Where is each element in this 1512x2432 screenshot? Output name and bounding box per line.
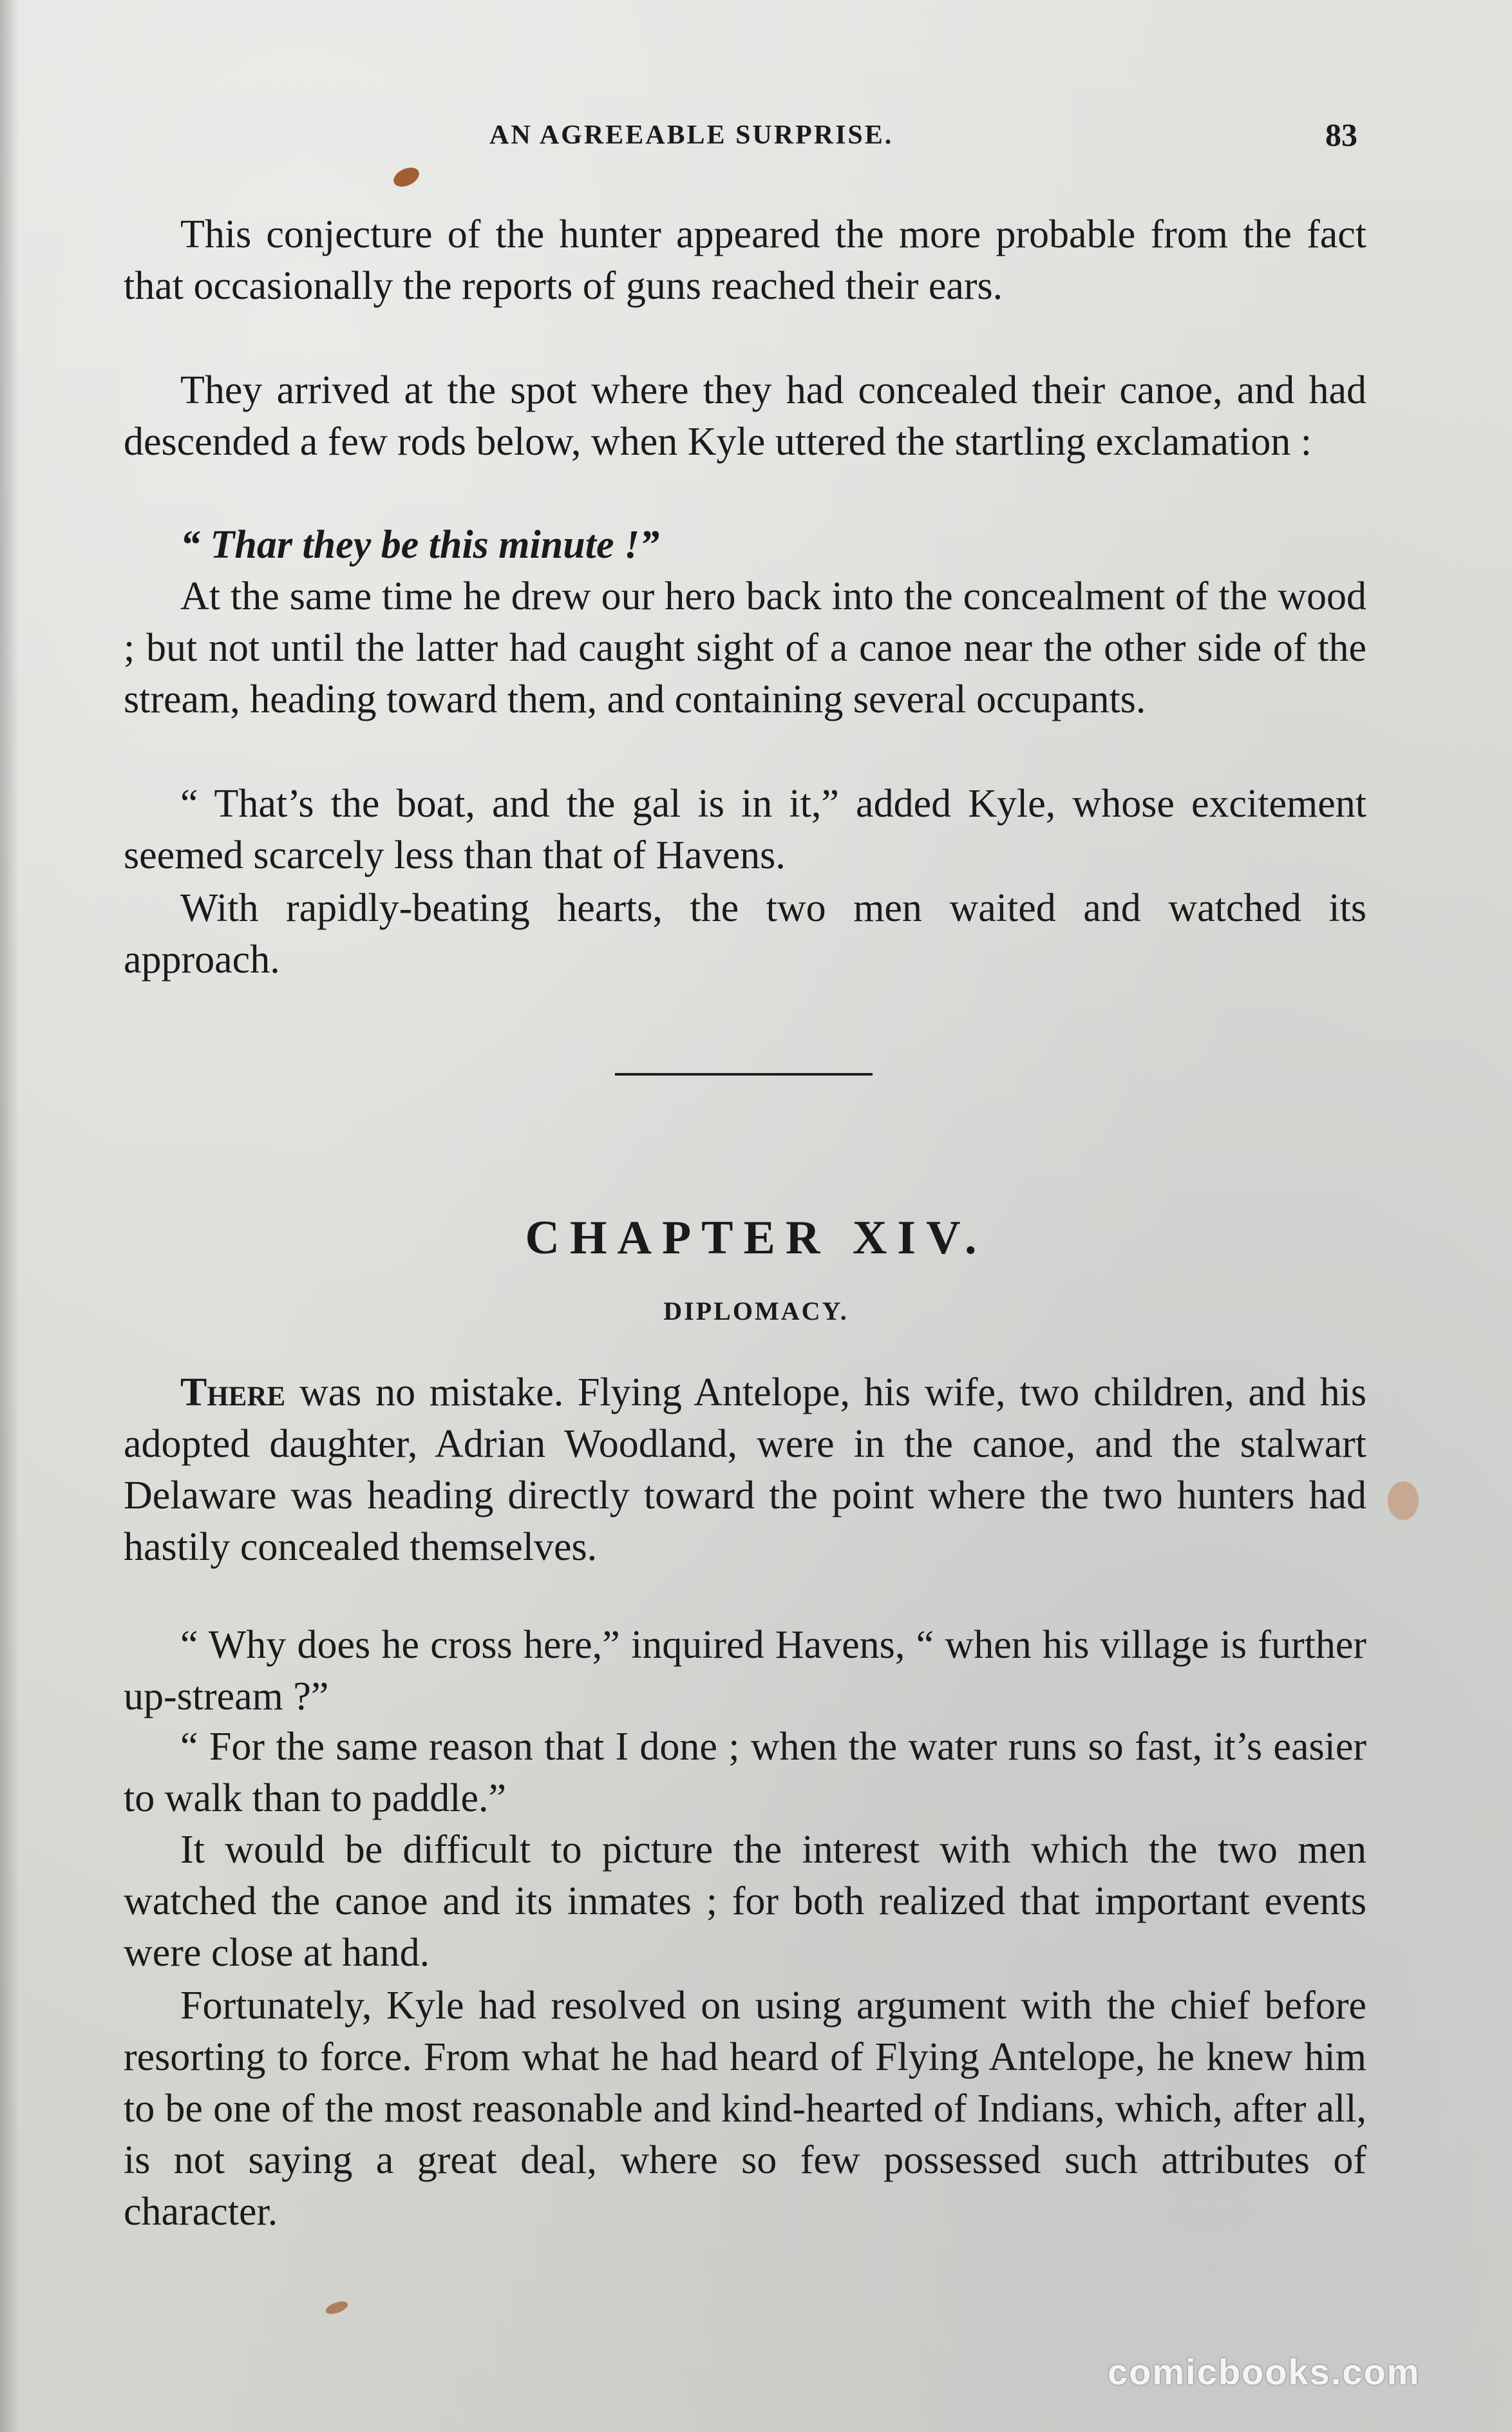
page-number: 83 — [1325, 117, 1357, 153]
chapter-heading: CHAPTER XIV. — [525, 1211, 987, 1264]
opening-word: There — [180, 1371, 286, 1414]
paragraph: At the same time he drew our hero back into the concealment of the wood ; but not until the latter had caught sight of a canoe near the other side of the stream, heading toward them, and containing several occupants. — [124, 575, 1366, 721]
section-rule — [615, 1073, 873, 1076]
paragraph: “ Why does he cross here,” inquired Havens, “ when his village is further up-stream ?” — [124, 1623, 1366, 1718]
paragraph: They arrived at the spot where they had concealed their canoe, and had descended a few rods below, when Kyle uttered the startling exclamation : — [124, 368, 1366, 464]
chapter-subtitle: DIPLOMACY. — [663, 1297, 849, 1325]
paragraph: With rapidly-beating hearts, the two men waited and watched its approach. — [124, 886, 1366, 982]
site-watermark: comicbooks.com — [1108, 2351, 1421, 2392]
paragraph: It would be difficult to picture the interest with which the two men watched the canoe and its inmates ; for both realized that important events were close at hand. — [124, 1828, 1366, 1975]
paragraph: Fortunately, Kyle had resolved on using argument with the chief before resorting to force. From what he had heard of Flying Antelope, he knew him to be one of the most reasonable and kind-hearted of Indians, which, after all, is not saying a great deal, where so few possessed such attributes of character. — [124, 1984, 1366, 2234]
paper-stain — [1388, 1481, 1419, 1520]
paragraph-dialogue: “ Thar they be this minute !” — [180, 523, 660, 567]
running-title: AN AGREEABLE SURPRISE. — [489, 120, 894, 150]
paragraph: This conjecture of the hunter appeared the more probable from the fact that occasionally the reports of guns reached their ears. — [124, 213, 1366, 308]
ink-stain — [390, 164, 422, 190]
opening-text: was no mistake. Flying Antelope, his wife, two children, and his adopted daughter, Adrian Woodland, were in the canoe, and the stalwart Delaware was heading directly toward the point where the two hunters had hastily concealed themselves. — [124, 1371, 1366, 1569]
paragraph: “ That’s the boat, and the gal is in it,” added Kyle, whose excitement seemed scarcely less than that of Havens. — [124, 782, 1366, 877]
paragraph: “ For the same reason that I done ; when the water runs so fast, it’s easier to walk than to paddle.” — [124, 1725, 1366, 1820]
ink-stain — [324, 2299, 349, 2316]
chapter-opening-paragraph — [124, 1367, 1366, 1573]
running-head — [0, 116, 1512, 167]
